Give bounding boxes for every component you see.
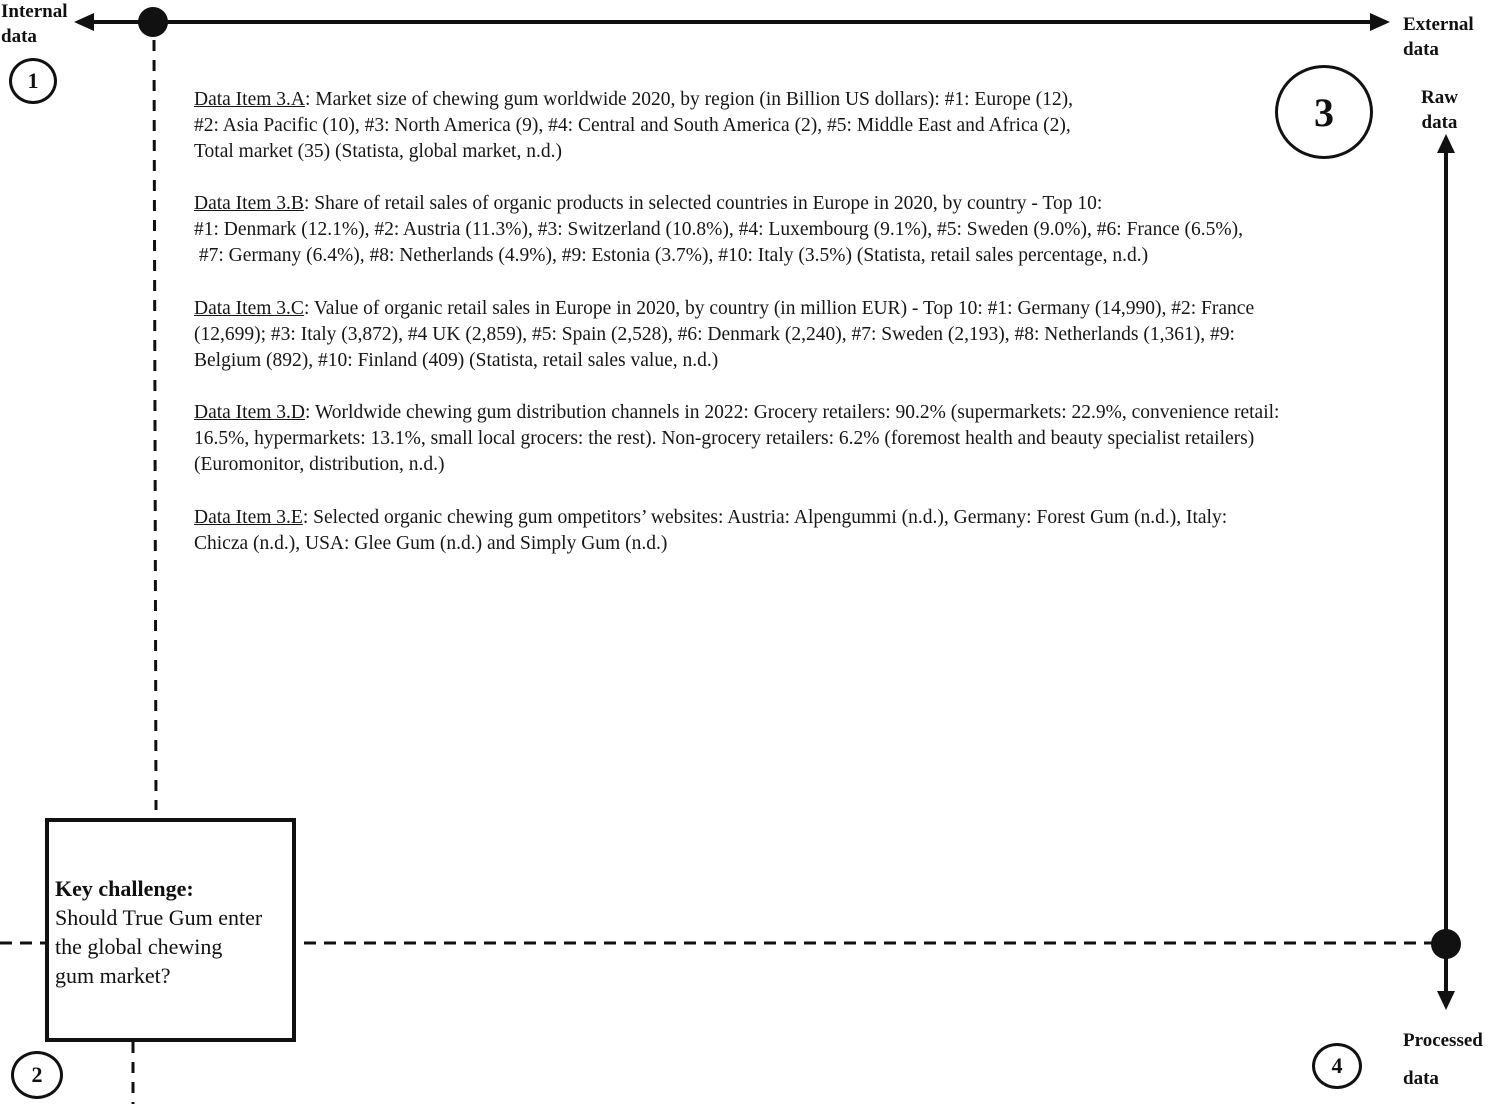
data-item-line: #2: Asia Pacific (10), #3: North America (9), #4: Central and South America (2), #5: Middle East and Africa (2), <box>194 115 1071 136</box>
data-item-line: Chicza (n.d.), USA: Glee Gum (n.d.) and Simply Gum (n.d.) <box>194 533 668 554</box>
data-item-label: Data Item 3.D <box>194 402 306 423</box>
arrow-up-raw <box>1437 134 1455 153</box>
data-item-line: #1: Denmark (12.1%), #2: Austria (11.3%), #3: Switzerland (10.8%), #4: Luxembourg (9.1%), #5: Sweden (9.0%), #6: France (6.5%), <box>194 219 1243 240</box>
data-item-line: Data Item 3.D: Worldwide chewing gum distribution channels in 2022: Grocery retailers: 90.2% (supermarkets: 22.9%, convenience retail: <box>194 402 1280 423</box>
data-item-line: Data Item 3.A: Market size of chewing gum worldwide 2020, by region (in Billion US dollars): #1: Europe (12), <box>194 89 1073 110</box>
quadrant-2-badge <box>11 1051 63 1099</box>
data-item-line: Data Item 3.E: Selected organic chewing gum ompetitors’ websites: Austria: Alpengummi (n.d.), Germany: Forest Gum (n.d.), Italy: <box>194 507 1228 528</box>
data-item-3a <box>194 87 1424 165</box>
external-data-label <box>1403 12 1474 62</box>
key-challenge-line: gum market? <box>55 963 171 988</box>
internal-data-line2: data <box>1 26 37 47</box>
data-item-line: 16.5%, hypermarkets: 13.1%, small local grocers: the rest). Non-grocery retailers: 6.2% (foremost health and beauty specialist retailers) <box>194 428 1255 449</box>
key-challenge-line: Should True Gum enter <box>55 905 263 930</box>
data-item-line: Belgium (892), #10: Finland (409) (Statista, retail sales value, n.d.) <box>194 350 719 371</box>
data-item-3c <box>194 296 1424 374</box>
processed-data-line2: data <box>1403 1068 1439 1089</box>
processed-data-line1: Processed <box>1403 1030 1483 1051</box>
external-data-line1: External <box>1403 14 1474 35</box>
data-item-line: Data Item 3.C: Value of organic retail sales in Europe in 2020, by country (in million EUR) - Top 10: #1: Germany (14,990), #2: France <box>194 298 1255 319</box>
external-data-line2: data <box>1403 39 1439 60</box>
quadrant-1-badge <box>9 58 57 104</box>
quadrant-2-number: 2 <box>31 1062 43 1087</box>
arrow-down-processed <box>1437 991 1455 1010</box>
quadrant-3-number: 3 <box>1314 89 1334 135</box>
processed-data-label <box>1403 1022 1483 1098</box>
data-item-line: #7: Germany (6.4%), #8: Netherlands (4.9%), #9: Estonia (3.7%), #10: Italy (3.5%) (Statista, retail sales percentage, n.d.) <box>194 245 1149 266</box>
data-item-label: Data Item 3.C <box>194 298 304 319</box>
data-item-3d <box>194 400 1424 478</box>
axis-dot-right <box>1431 929 1461 959</box>
key-challenge-box <box>45 818 296 1042</box>
raw-data-line2: data <box>1421 112 1458 133</box>
key-challenge-line: the global chewing <box>55 934 223 959</box>
data-item-line: (12,699); #3: Italy (3,872), #4 UK (2,859), #5: Spain (2,528), #6: Denmark (2,240), #7: Sweden (2,193), #8: Netherlands (1,361), #9: <box>194 324 1235 345</box>
key-challenge-title: Key challenge: <box>55 876 194 901</box>
internal-data-line1: Internal <box>1 1 68 22</box>
data-item-line: (Euromonitor, distribution, n.d.) <box>194 454 445 475</box>
axis-dot-top <box>138 7 168 37</box>
raw-data-line1: Raw <box>1421 87 1458 108</box>
arrow-right-external <box>1370 13 1390 31</box>
data-item-line: Total market (35) (Statista, global market, n.d.) <box>194 141 562 162</box>
key-challenge-text <box>55 874 300 990</box>
left-dashed-line <box>154 40 156 810</box>
data-item-3e <box>194 505 1424 557</box>
data-item-3b <box>194 191 1424 269</box>
data-item-label: Data Item 3.A <box>194 89 306 110</box>
arrow-left-internal <box>74 13 94 31</box>
data-item-line: Data Item 3.B: Share of retail sales of organic products in selected countries in Europe in 2020, by country - Top 10: <box>194 193 1103 214</box>
data-item-label: Data Item 3.E <box>194 507 303 528</box>
quadrant-4-number: 4 <box>1331 1053 1343 1078</box>
raw-data-label <box>1421 85 1458 135</box>
quadrant-4-badge <box>1312 1043 1362 1089</box>
internal-data-label <box>1 0 68 49</box>
quadrant-1-number: 1 <box>27 68 39 93</box>
data-item-label: Data Item 3.B <box>194 193 304 214</box>
